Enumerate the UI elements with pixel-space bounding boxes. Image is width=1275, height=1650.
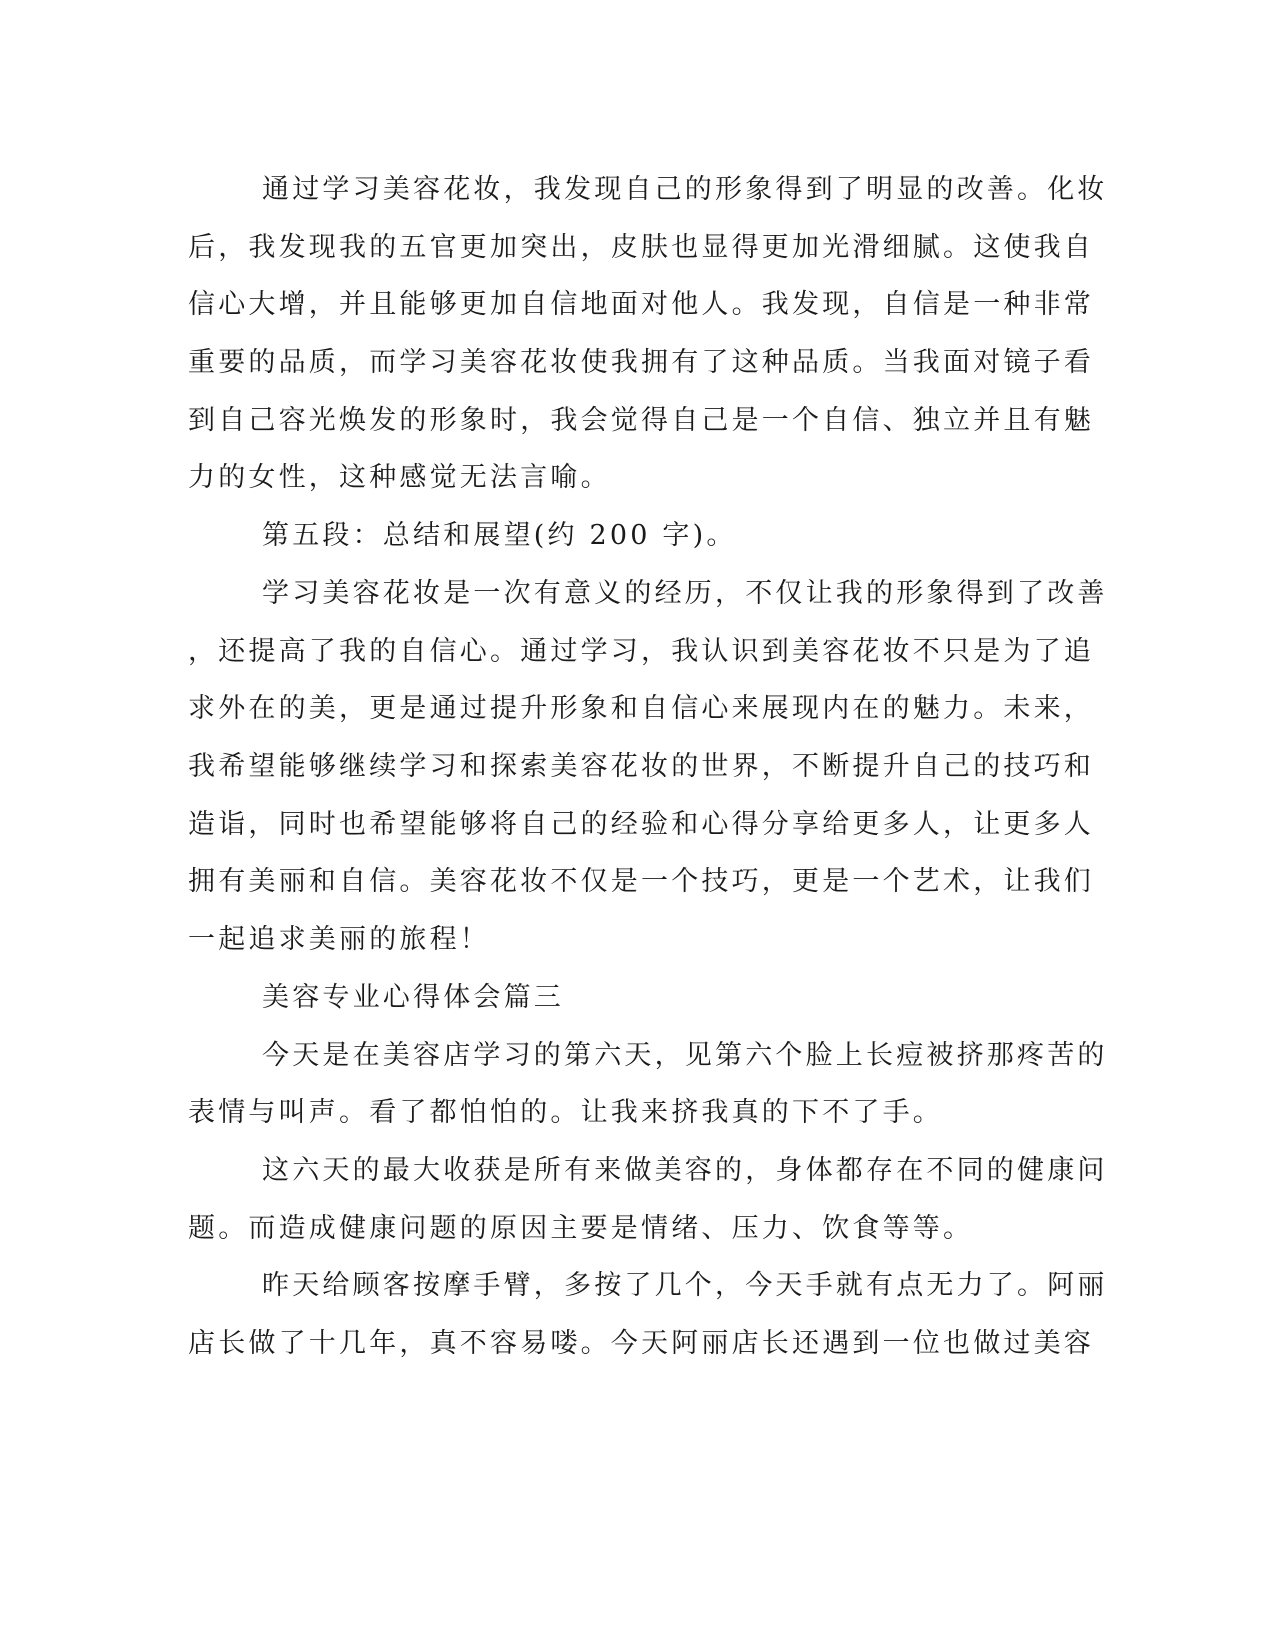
paragraph-5-line-2: 表情与叫声。看了都怕怕的。让我来挤我真的下不了手。 xyxy=(188,1097,943,1128)
paragraph-1-line-2: 后，我发现我的五官更加突出，皮肤也显得更加光滑细腻。这使我自 xyxy=(188,232,1094,263)
paragraph-5-line-1: 今天是在美容店学习的第六天，见第六个脸上长痘被挤那疼苦的 xyxy=(262,1040,1108,1071)
paragraph-1-line-5: 到自己容光焕发的形象时，我会觉得自己是一个自信、独立并且有魅 xyxy=(188,405,1094,436)
paragraph-1-line-6: 力的女性，这种感觉无法言喻。 xyxy=(188,462,611,493)
paragraph-3-line-1: 学习美容花妆是一次有意义的经历，不仅让我的形象得到了改善 xyxy=(262,578,1108,609)
paragraph-3-line-5: 造诣，同时也希望能够将自己的经验和心得分享给更多人，让更多人 xyxy=(188,809,1094,840)
paragraph-1-line-3: 信心大增，并且能够更加自信地面对他人。我发现，自信是一种非常 xyxy=(188,289,1094,320)
paragraph-3-line-3: 求外在的美，更是通过提升形象和自信心来展现内在的魅力。未来， xyxy=(188,693,1094,724)
paragraph-6-line-2: 题。而造成健康问题的原因主要是情绪、压力、饮食等等。 xyxy=(188,1213,974,1244)
section-heading-summary: 第五段：总结和展望(约 200 字)。 xyxy=(262,520,737,551)
paragraph-3-line-6: 拥有美丽和自信。美容花妆不仅是一个技巧，更是一个艺术，让我们 xyxy=(188,866,1094,897)
paragraph-7-line-1: 昨天给顾客按摩手臂，多按了几个，今天手就有点无力了。阿丽 xyxy=(262,1270,1108,1301)
paragraph-3-line-2: ，还提高了我的自信心。通过学习，我认识到美容花妆不只是为了追 xyxy=(188,636,1094,667)
paragraph-3-line-4: 我希望能够继续学习和探索美容花妆的世界，不断提升自己的技巧和 xyxy=(188,751,1094,782)
section-title: 美容专业心得体会篇三 xyxy=(262,982,564,1013)
paragraph-6-line-1: 这六天的最大收获是所有来做美容的，身体都存在不同的健康问 xyxy=(262,1155,1108,1186)
paragraph-7-line-2: 店长做了十几年，真不容易喽。今天阿丽店长还遇到一位也做过美容 xyxy=(188,1328,1094,1359)
paragraph-1-line-1: 通过学习美容花妆，我发现自己的形象得到了明显的改善。化妆 xyxy=(262,174,1108,205)
paragraph-1-line-4: 重要的品质，而学习美容花妆使我拥有了这种品质。当我面对镜子看 xyxy=(188,347,1094,378)
paragraph-3-line-7: 一起追求美丽的旅程！ xyxy=(188,924,490,955)
